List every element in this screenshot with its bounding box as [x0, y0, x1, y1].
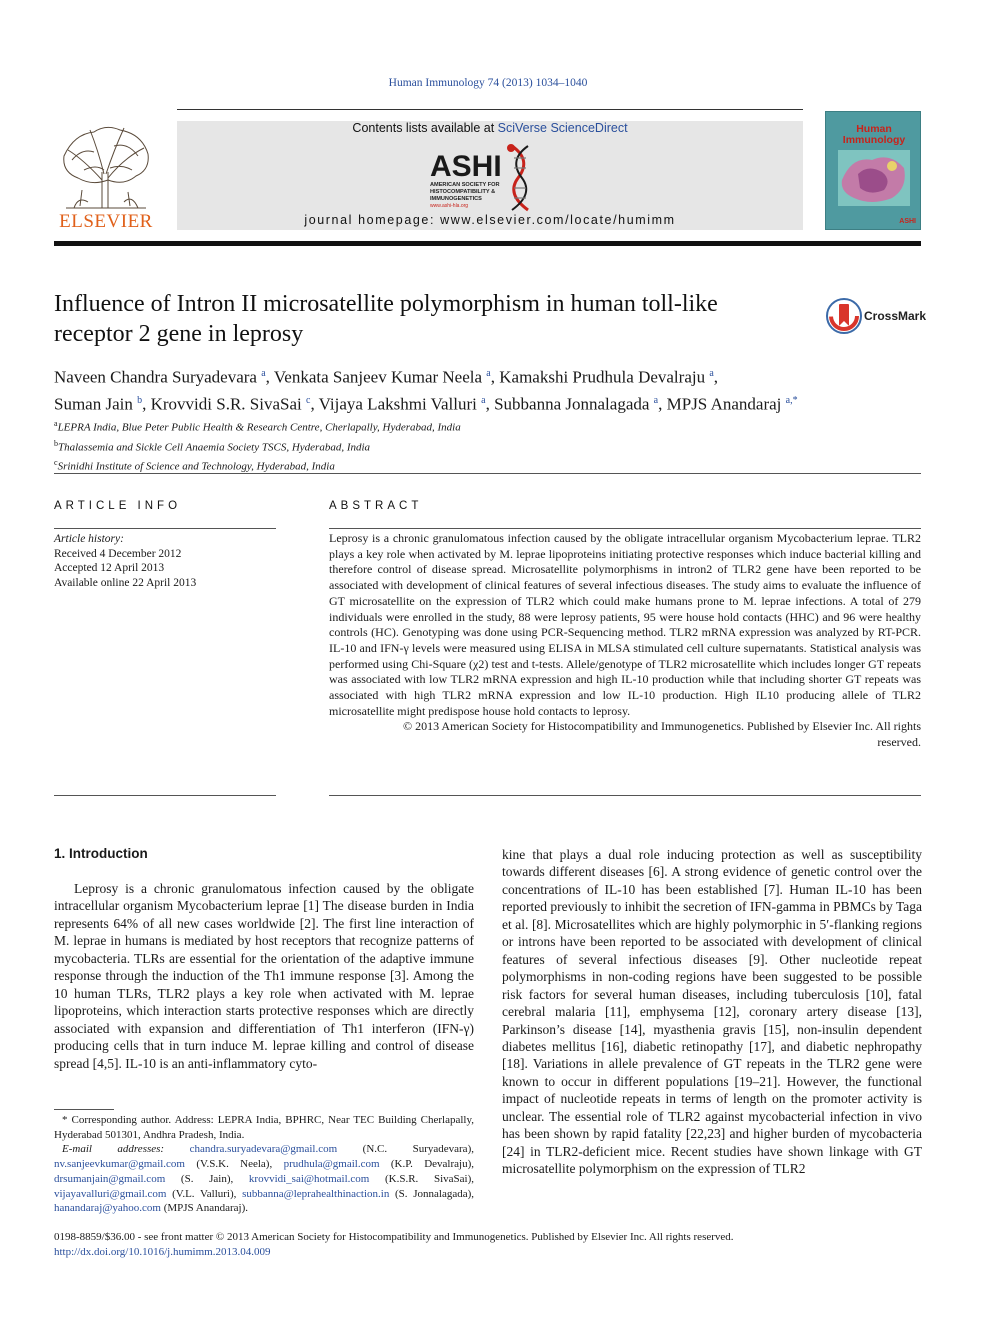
email-link[interactable]: hanandaraj@yahoo.com	[54, 1202, 161, 1215]
intro-left-column: Leprosy is a chronic granulomatous infection caused by the obligate intracellular organism Mycobacterium leprae [1] The disease burden in India represents 64% of all new cases worldwide [2]. The first line interaction of M. leprae in humans is mediated by host receptors that recognize patterns of mycobacteria. TLRs are essential for the orientation of the adaptive immune response through the induction of the Th1 immune response [3]. Among the 10 human TLRs, TLR2 plays a key role when activated with M. leprae lipoproteins, which interaction starts protective responses which are directly associated with expansion and differentiation of Th1 interferon (IFN-γ) producing cells that in turn induce M. leprae killing and control of disease spread [4,5]. IL-10 is an anti-inflammatory cyto-	[54, 881, 474, 1071]
author-affiliation-mark[interactable]: a	[709, 368, 714, 379]
email-link[interactable]: subbanna@leprahealthinaction.in	[242, 1187, 390, 1200]
email-label: E-mail addresses:	[62, 1143, 190, 1156]
affiliation-text: Srinidhi Institute of Science and Technology, Hyderabad, India	[57, 460, 335, 473]
affiliation-mark: b	[54, 438, 58, 448]
corresponding-author-note: * Corresponding author. Address: LEPRA India, BPHRC, Near TEC Building Cherlapally, Hyderabad 501301, Andhra Pradesh, India.	[54, 1114, 474, 1141]
copyright-line-2: reserved.	[877, 735, 921, 750]
affiliation-list	[54, 416, 754, 475]
ashi-acronym: ASHI	[430, 150, 502, 183]
journal-cover-thumbnail[interactable]	[825, 111, 921, 230]
ashi-line-3: IMMUNOGENETICS	[430, 196, 482, 202]
affiliation-mark: c	[54, 458, 58, 468]
abstract-copyright	[329, 719, 921, 750]
cover-title	[830, 124, 918, 146]
author-separator: ,	[265, 367, 274, 387]
contents-prefix: Contents lists available at	[352, 121, 498, 135]
author-affiliation-mark[interactable]: c	[305, 394, 311, 406]
email-addresses	[54, 1142, 474, 1216]
author-affiliation-mark[interactable]: a,*	[785, 394, 798, 406]
doi-link[interactable]: http://dx.doi.org/10.1016/j.humimm.2013.04.009	[54, 1245, 271, 1258]
author-affiliation-mark[interactable]: a	[261, 368, 266, 379]
author-name[interactable]: Venkata Sanjeev Kumar Neela	[273, 367, 483, 387]
footnote-rule	[54, 1109, 114, 1110]
article-history	[54, 532, 276, 590]
author-affiliation-mark[interactable]: a	[653, 394, 659, 406]
ashi-line-2: HISTOCOMPATIBILITY &	[430, 189, 496, 195]
intro-right-column: kine that plays a dual role inducing protection as well as susceptibility towards different diseases [6]. A strong evidence of genetic control over the concentrations of IL-10 has been established [7]. Human IL-10 has been reported previously to inhibit the secretion of IFN-gamma in PBMCs by Taga et al. [8]. Microsatellites which are highly polymorphic in 5′-flanking regions or introns have been reported to be associated with development of clinical features of several infectious diseases [9]. Other nucleotide repeat polymorphisms in non-coding regions have been suggested to be possible risk factors for several human diseases, including tuberculosis [10], fatal cerebral malaria [11], emphysema [12], coronary artery disease [13], Parkinson’s disease [14], myasthenia gravis [15], non-insulin dependent diabetes mellitus [16], diabetic retinopathy [17], and diabetic nephropathy [18]. Variations in allele prevalence of GT repeats in the TLR2 gene were known to occur in different populations [19–21]. However, the functional impact of nucleotide repeats in terms of length on the promoter activity is unclear. The essential role of TLR2 against mycobacterial infection in vivo has been shown by rapid fatality [22,23] and higher burden of mycobacteria [24] in TLR2-deficient mice. Recent studies have shown linkage with GT microsatellite polymorphism on the expression of TLR2	[502, 847, 922, 1177]
email-link[interactable]: chandra.suryadevara@gmail.com	[189, 1143, 338, 1156]
email-owner: (S. Jain),	[165, 1172, 249, 1185]
email-link[interactable]: vijayavalluri@gmail.com	[54, 1187, 167, 1200]
cover-title-line-2: Immunology	[842, 134, 906, 146]
crossmark-icon	[827, 299, 861, 333]
author-name[interactable]: Subbanna Jonnalagada	[494, 394, 650, 414]
abstract-heading: ABSTRACT	[329, 500, 423, 512]
email-link[interactable]: krovvidi_sai@hotmail.com	[248, 1172, 370, 1185]
ashi-line-1: AMERICAN SOCIETY FOR	[430, 182, 500, 188]
sciencedirect-link[interactable]: SciVerse ScienceDirect	[497, 121, 628, 135]
journal-reference[interactable]: Human Immunology 74 (2013) 1034–1040	[388, 77, 588, 89]
author-name[interactable]: Naveen Chandra Suryadevara	[54, 367, 257, 387]
author-line-2	[54, 389, 934, 416]
article-title: Influence of Intron II microsatellite polymorphism in human toll-like receptor 2 gene in leprosy	[54, 291, 718, 347]
author-name[interactable]: Krovvidi S.R. SivaSai	[150, 394, 302, 414]
ashi-url: www.ashi-hla.org	[430, 203, 469, 209]
author-separator: ,	[658, 394, 667, 414]
article-info-rule-bottom	[54, 795, 276, 796]
affiliation-mark: a	[54, 419, 58, 428]
history-online: Available online 22 April 2013	[54, 576, 197, 589]
email-owner: (K.S.R. SivaSai),	[369, 1172, 474, 1185]
email-owner: (V.L. Valluri),	[166, 1187, 243, 1200]
header-rule	[177, 109, 803, 110]
email-owner: (K.P. Devalraju),	[379, 1158, 474, 1171]
author-name[interactable]: Vijaya Lakshmi Valluri	[318, 394, 477, 414]
email-link[interactable]: prudhula@gmail.com	[283, 1158, 380, 1171]
front-matter	[54, 1230, 934, 1259]
author-name[interactable]: MPJS Anandaraj	[666, 394, 782, 414]
author-separator: ,	[310, 394, 319, 414]
elsevier-wordmark: ELSEVIER	[59, 211, 153, 232]
history-received: Received 4 December 2012	[54, 547, 182, 560]
issn-line: 0198-8859/$36.00 - see front matter © 2013 American Society for Histocompatibility and Immunogenetics. Published by Elsevier Inc. All rights reserved.	[54, 1231, 734, 1243]
abstract-rule	[329, 528, 921, 529]
cover-badge: ASHI	[899, 218, 916, 225]
author-separator: ,	[713, 367, 719, 387]
introduction-heading: 1. Introduction	[54, 846, 148, 861]
email-owner: (N.C. Suryadevara),	[337, 1143, 474, 1156]
ashi-society-logo	[428, 140, 552, 214]
article-info-heading: ARTICLE INFO	[54, 500, 182, 512]
email-link[interactable]: nv.sanjeevkumar@gmail.com	[54, 1158, 185, 1171]
author-separator: ,	[485, 394, 495, 414]
crossmark-label[interactable]: CrossMark	[864, 309, 927, 323]
author-name[interactable]: Kamakshi Prudhula Devalraju	[499, 367, 706, 387]
author-affiliation-mark[interactable]: a	[486, 368, 491, 379]
journal-homepage[interactable]: journal homepage: www.elsevier.com/locate/humimm	[304, 213, 676, 227]
abstract-text: Leprosy is a chronic granulomatous infection caused by the obligate intracellular organism Mycobacterium leprae. TLR2 plays a key role when activated by M. leprae lipoproteins initiating protective responses which induce bacterial killing and therefore control of disease spread. Microsatellite polymorphisms in intron2 of TLR2 gene have been reported to be associated with development of clinical features of several infectious diseases. The study aims to evaluate the influence of GT microsatellite on the expression of TLR2 which could make humans prone to M. leprae infections. A total of 279 individuals were enrolled in the study, 88 were leprosy patients, 95 were house hold contacts (HHC) and 96 were healthy controls (HC). Genotyping was done using PCR-Sequencing method. TLR2 mRNA expression was analyzed by RT-PCR. IL-10 and IFN-γ levels were measured using ELISA in MLSA stimulated cell culture supernatants. Statistical analysis was performed using Chi-Square (χ2) test and t-tests. Allele/genotype of TLR2 microsatellite which includes longer GT repeats was associated with low TLR2 mRNA expression and high IL-10 production while that including shorter GT repeats was associated with high TLR2 mRNA expression and low IL-10 production. High IL10 producing allele of TLR2 microsatellite might predispose house hold contacts to leprosy.	[329, 531, 921, 718]
author-name[interactable]: Suman Jain	[54, 394, 133, 414]
affiliation-text: LEPRA India, Blue Peter Public Health & Research Centre, Cherlapally, Hyderabad, India	[57, 421, 461, 434]
author-separator: ,	[490, 367, 500, 387]
section-rule	[54, 473, 921, 474]
contents-line	[177, 121, 803, 135]
author-affiliation-mark[interactable]: b	[137, 394, 143, 406]
footnotes	[54, 1113, 474, 1216]
article-info-rule	[54, 528, 276, 529]
copyright-line-1: © 2013 American Society for Histocompatibility and Immunogenetics. Published by Elsevier Inc. All rights	[402, 719, 921, 734]
abstract-rule-bottom	[329, 795, 921, 796]
header-rule-thick	[54, 241, 921, 246]
email-owner: (V.S.K. Neela),	[185, 1158, 284, 1171]
cover-art-icon	[838, 150, 910, 206]
history-title: Article history:	[54, 533, 124, 545]
author-list	[54, 362, 934, 415]
email-owner: (S. Jonnalagada),	[389, 1187, 475, 1200]
email-owner: (MPJS Anandaraj).	[160, 1202, 249, 1215]
dna-figure-icon	[507, 144, 528, 210]
abstract-body	[329, 531, 921, 751]
affiliation-item	[54, 416, 754, 436]
author-affiliation-mark[interactable]: a	[481, 394, 486, 406]
cover-title-line-1: Human	[856, 123, 892, 135]
author-separator: ,	[142, 394, 151, 414]
author-line-1	[54, 362, 934, 389]
email-link[interactable]: drsumanjain@gmail.com	[54, 1172, 166, 1185]
affiliation-text: Thalassemia and Sickle Cell Anaemia Society TSCS, Hyderabad, India	[58, 441, 371, 454]
history-accepted: Accepted 12 April 2013	[54, 562, 165, 574]
affiliation-item	[54, 436, 754, 456]
